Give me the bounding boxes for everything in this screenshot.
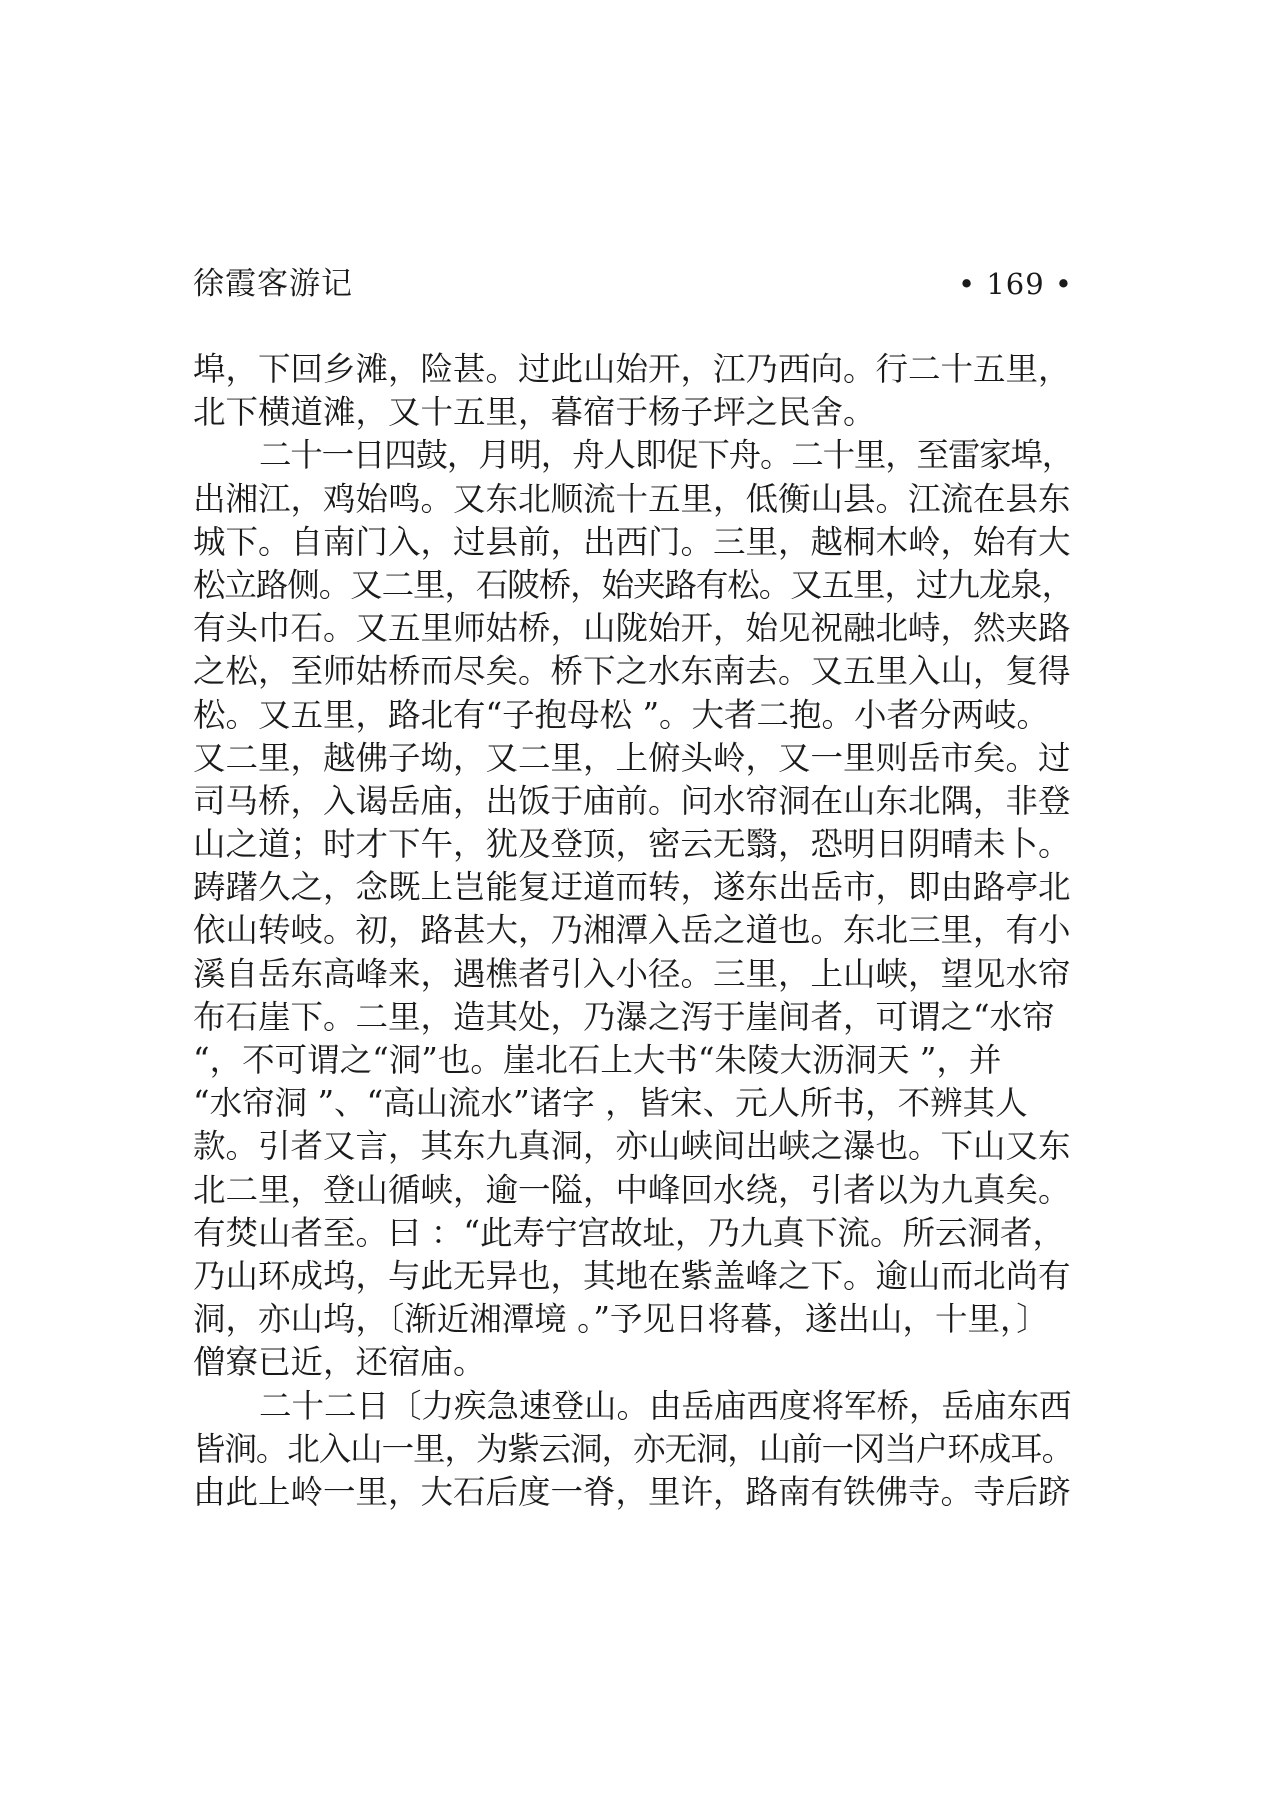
text-line: 松。又五里，路北有“子抱母松 ”。大者二抱。小者分两岐。 (193, 695, 1050, 734)
text-line: 出湘江，鸡始鸣。又东北顺流十五里，低衡山县。江流在县东 (193, 479, 1071, 518)
text-line: 北二里，登山循峡，逾一隘，中峰回水绕，引者以为九真矣。 (193, 1170, 1071, 1209)
text-line: 有头巾石。又五里师姑桥，山陇始开，始见祝融北峙，然夹路 (193, 609, 1071, 648)
body-text (193, 348, 1073, 1514)
text-line: 司马桥，入谒岳庙，出饭于庙前。问水帘洞在山东北隅，非登 (193, 781, 1071, 820)
text-line: 僧寮已近，还宿庙。 (193, 1343, 486, 1382)
text-line: 之松，至师姑桥而尽矣。桥下之水东南去。又五里入山，复得 (193, 652, 1071, 691)
text-line: 埠，下回乡滩，险甚。过此山始开，江乃西向。行二十五里， (193, 350, 1071, 388)
text-line: 乃山环成坞，与此无异也，其地在紫盖峰之下。逾山而北尚有 (193, 1256, 1071, 1295)
text-line: 布石崖下。二里，造其处，乃瀑之泻于崖间者，可谓之“水帘 (193, 997, 1055, 1036)
text-line: 皆涧。北入山一里，为紫云洞，亦无洞，山前一冈当户环成耳。 (193, 1429, 1074, 1468)
text-line: 又二里，越佛子坳，又二里，上俯头岭，又一里则岳市矣。过 (193, 738, 1071, 777)
text-line: 依山转岐。初，路甚大，乃湘潭入岳之道也。东北三里，有小 (193, 911, 1071, 950)
text-line: 二十一日四鼓，月明，舟人即促下舟。二十里，至雷家埠， (259, 436, 1074, 475)
text-line: 山之道；时才下午，犹及登顶，密云无翳，恐明日阴晴未卜。 (193, 825, 1071, 864)
text-line: 款。引者又言，其东九真洞，亦山峡间出峡之瀑也。下山又东 (193, 1127, 1071, 1166)
text-line: 洞，亦山坞，〔渐近湘潭境 。”予见日将暮，遂出山，十里，〕 (193, 1300, 1049, 1339)
text-line: 由此上岭一里，大石后度一脊，里许，路南有铁佛寺。寺后跻 (193, 1472, 1071, 1511)
text-line: 踌躇久之，念既上岂能复迂道而转，遂东出岳市，即由路亭北 (193, 868, 1071, 907)
text-line: “水帘洞 ”、“高山流水”诸字 ，皆宋、元人所书，不辨其人 (193, 1084, 1028, 1123)
text-line: 松立路侧。又二里，石陂桥，始夹路有松。又五里，过九龙泉， (193, 565, 1074, 604)
text-line: 二十二日〔力疾急速登山。由岳庙西度将军桥，岳庙东西 (259, 1386, 1072, 1425)
page-number: • 169 • (958, 267, 1073, 301)
text-line: “，不可谓之“洞”也。崖北石上大书“朱陵大沥洞天 ”，并 (193, 1041, 1002, 1079)
text-line: 溪自岳东高峰来，遇樵者引入小径。三里，上山峡，望见水帘 (193, 954, 1071, 993)
text-line: 城下。自南门入，过县前，出西门。三里，越桐木岭，始有大 (193, 522, 1071, 561)
running-header (193, 264, 1073, 304)
book-title: 徐霞客游记 (193, 266, 353, 302)
text-line: 北下横道滩，又十五里，暮宿于杨子坪之民舍。 (193, 393, 876, 432)
text-line: 有焚山者至。曰 ：“此寿宁宫故址，乃九真下流。所云洞者， (193, 1213, 1065, 1252)
